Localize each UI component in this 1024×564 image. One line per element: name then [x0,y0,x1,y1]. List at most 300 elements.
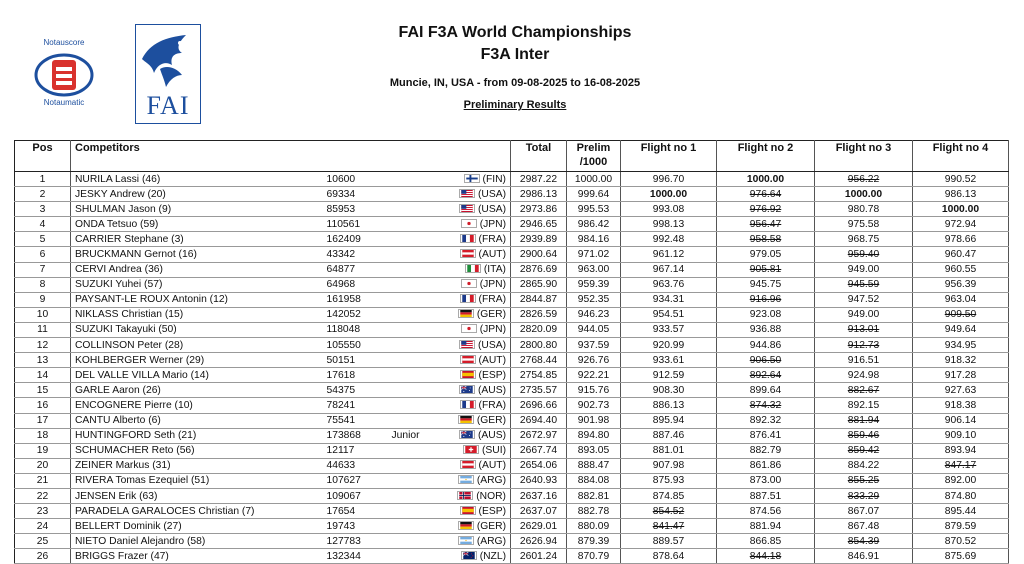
table-row [15,534,1009,549]
page-title: FAI F3A World Championships [398,24,632,41]
total-cell: 2768.44 [511,353,567,368]
flight-3-score: 859.42 [815,443,913,458]
flight-1-score: 961.12 [621,247,717,262]
prelim-cell: 901.98 [567,413,621,428]
flight-1-score: 881.01 [621,443,717,458]
flight-3-score: 846.91 [815,549,913,564]
flight-2-score: 976.92 [717,202,815,217]
table-row [15,292,1009,307]
total-cell: 2900.64 [511,247,567,262]
prelim-cell: 884.08 [567,473,621,488]
competitor-class [388,172,443,187]
pos-cell: 20 [15,458,71,473]
flight-2-score: 899.64 [717,383,815,398]
pos-cell: 14 [15,368,71,383]
flight-2-score: 874.56 [717,504,815,519]
flight-2-score: 882.79 [717,443,815,458]
col-total: Total [511,141,567,172]
competitor-name: KOHLBERGER Werner (29) [71,353,323,368]
flight-3-score: 945.59 [815,277,913,292]
country-code: (AUS) [477,384,506,396]
table-row [15,187,1009,202]
total-cell: 2629.01 [511,519,567,534]
flight-2-score: 892.32 [717,413,815,428]
total-cell: 2987.22 [511,172,567,187]
table-row [15,488,1009,503]
flight-2-score: 945.75 [717,277,815,292]
col-class-blank [388,141,443,172]
col-flight-3: Flight no 3 [815,141,913,172]
total-cell: 2844.87 [511,292,567,307]
competitor-class [388,307,443,322]
competitor-name: GARLE Aaron (26) [71,383,323,398]
competitor-class [388,277,443,292]
competitor-name: CERVI Andrea (36) [71,262,323,277]
total-cell: 2986.13 [511,187,567,202]
nzl-flag-icon [461,551,480,562]
jpn-flag-icon [461,219,480,230]
flight-3-score: 884.22 [815,458,913,473]
table-row [15,428,1009,443]
col-pos: Pos [15,141,71,172]
competitor-name: BRUCKMANN Gernot (16) [71,247,323,262]
prelim-cell: 937.59 [567,338,621,353]
competitor-id: 50151 [323,353,388,368]
flight-1-score: 998.13 [621,217,717,232]
total-cell: 2800.80 [511,338,567,353]
jpn-flag-icon [461,324,480,335]
prelim-cell: 959.39 [567,277,621,292]
competitor-name: BRIGGS Frazer (47) [71,549,323,564]
prelim-cell: 984.16 [567,232,621,247]
flight-4-score: 918.32 [913,353,1009,368]
table-row [15,549,1009,564]
competitor-id: 64968 [323,277,388,292]
competitor-id: 142052 [323,307,388,322]
competitor-class [388,247,443,262]
competitor-name: PAYSANT-LE ROUX Antonin (12) [71,292,323,307]
pos-cell: 6 [15,247,71,262]
flight-4-score: 906.14 [913,413,1009,428]
flight-1-score: 920.99 [621,338,717,353]
flight-2-score: 874.32 [717,398,815,413]
flight-4-score: 986.13 [913,187,1009,202]
ger-flag-icon [458,521,477,532]
competitor-id: 109067 [323,488,388,503]
competitor-name: CARRIER Stephane (3) [71,232,323,247]
flight-1-score: 1000.00 [621,187,717,202]
prelim-cell: 882.78 [567,504,621,519]
prelim-cell: 902.73 [567,398,621,413]
pos-cell: 7 [15,262,71,277]
table-row [15,519,1009,534]
pos-cell: 25 [15,534,71,549]
flight-1-score: 886.13 [621,398,717,413]
aut-flag-icon [460,355,479,366]
flight-4-score: 847.17 [913,458,1009,473]
table-row [15,504,1009,519]
flight-1-score: 889.57 [621,534,717,549]
total-cell: 2876.69 [511,262,567,277]
flight-3-score: 1000.00 [815,187,913,202]
flight-2-score: 887.51 [717,488,815,503]
table-row [15,307,1009,322]
competitor-id: 44633 [323,458,388,473]
pos-cell: 23 [15,504,71,519]
jpn-flag-icon [461,279,480,290]
prelim-cell: 870.79 [567,549,621,564]
total-cell: 2637.07 [511,504,567,519]
pos-cell: 3 [15,202,71,217]
prelim-cell: 944.05 [567,322,621,337]
competitor-class [388,534,443,549]
competitor-class [388,383,443,398]
competitor-id: 17654 [323,504,388,519]
flight-1-score: 933.57 [621,322,717,337]
total-cell: 2826.59 [511,307,567,322]
flight-4-score: 892.00 [913,473,1009,488]
pos-cell: 19 [15,443,71,458]
prelim-cell: 963.00 [567,262,621,277]
flight-1-score: 996.70 [621,172,717,187]
flight-2-score: 873.00 [717,473,815,488]
prelim-cell: 915.76 [567,383,621,398]
pos-cell: 9 [15,292,71,307]
flight-1-score: 954.51 [621,307,717,322]
flight-2-score: 976.64 [717,187,815,202]
flight-3-score: 867.07 [815,504,913,519]
notauscore-logo [30,38,98,110]
country-code: (ESP) [478,505,506,517]
aus-flag-icon [459,430,478,441]
flight-3-score: 881.94 [815,413,913,428]
flight-1-score: 895.94 [621,413,717,428]
prelim-cell: 926.76 [567,353,621,368]
prelim-cell: 880.09 [567,519,621,534]
competitor-name: DEL VALLE VILLA Mario (14) [71,368,323,383]
flight-4-score: 978.66 [913,232,1009,247]
competitor-class [388,488,443,503]
notauscore-logo-bottom-text: Notaumatic [43,98,85,107]
ita-flag-icon [465,264,484,275]
aut-flag-icon [460,249,479,260]
flight-3-score: 854.39 [815,534,913,549]
usa-flag-icon [459,340,478,351]
results-label: Preliminary Results [463,99,567,111]
competitor-id: 64877 [323,262,388,277]
usa-flag-icon [459,189,478,200]
country-code: (FRA) [478,294,506,306]
competitor-class [388,217,443,232]
country-code: (AUS) [477,430,506,442]
total-cell: 2696.66 [511,398,567,413]
flight-2-score: 906.50 [717,353,815,368]
page-subtitle: F3A Inter [480,46,550,63]
country-code: (FIN) [482,173,506,185]
competitor-id: 107627 [323,473,388,488]
flight-4-score: 934.95 [913,338,1009,353]
flight-1-score: 992.48 [621,232,717,247]
flight-3-score: 949.00 [815,262,913,277]
competitor-class [388,473,443,488]
arg-flag-icon [458,475,477,486]
country-code: (JPN) [479,324,506,336]
fin-flag-icon [464,174,483,185]
prelim-cell: 971.02 [567,247,621,262]
pos-cell: 21 [15,473,71,488]
flight-2-score: 979.05 [717,247,815,262]
ger-flag-icon [458,309,477,320]
col-flight-1: Flight no 1 [621,141,717,172]
fai-logo [135,24,201,124]
competitor-class [388,443,443,458]
flight-3-score: 924.98 [815,368,913,383]
flight-3-score: 980.78 [815,202,913,217]
pos-cell: 12 [15,338,71,353]
pos-cell: 4 [15,217,71,232]
pos-cell: 22 [15,488,71,503]
fai-logo-text: FAI [146,91,190,120]
flight-4-score: 918.38 [913,398,1009,413]
pos-cell: 1 [15,172,71,187]
flight-2-score: 905.81 [717,262,815,277]
prelim-cell: 986.42 [567,217,621,232]
flight-3-score: 968.75 [815,232,913,247]
flight-1-score: 875.93 [621,473,717,488]
flight-4-score: 990.52 [913,172,1009,187]
competitor-name: NURILA Lassi (46) [71,172,323,187]
total-cell: 2640.93 [511,473,567,488]
header-row [15,141,1009,172]
competitor-class [388,368,443,383]
competitor-id: 173868 [323,428,388,443]
flight-4-score: 927.63 [913,383,1009,398]
table-row [15,338,1009,353]
prelim-cell: 893.05 [567,443,621,458]
flight-2-score: 958.58 [717,232,815,247]
flight-4-score: 949.64 [913,322,1009,337]
country-code: (ESP) [478,369,506,381]
competitor-id: 69334 [323,187,388,202]
competitor-class [388,232,443,247]
col-country-blank [443,141,511,172]
flight-4-score: 1000.00 [913,202,1009,217]
table-row [15,413,1009,428]
competitor-id: 43342 [323,247,388,262]
flight-2-score: 923.08 [717,307,815,322]
table-row [15,172,1009,187]
col-prelim: Prelim /1000 [567,141,621,172]
total-cell: 2672.97 [511,428,567,443]
esp-flag-icon [460,370,479,381]
flight-4-score: 972.94 [913,217,1009,232]
flight-1-score: 993.08 [621,202,717,217]
col-flight-2: Flight no 2 [717,141,815,172]
flight-4-score: 895.44 [913,504,1009,519]
pos-cell: 13 [15,353,71,368]
flight-1-score: 933.61 [621,353,717,368]
usa-flag-icon [459,204,478,215]
flight-4-score: 875.69 [913,549,1009,564]
nor-flag-icon [457,491,476,502]
competitor-name: NIKLASS Christian (15) [71,307,323,322]
flight-3-score: 949.00 [815,307,913,322]
competitor-name: JENSEN Erik (63) [71,488,323,503]
flight-4-score: 909.50 [913,307,1009,322]
flight-4-score: 917.28 [913,368,1009,383]
flight-2-score: 881.94 [717,519,815,534]
results-table [14,140,1009,564]
competitor-name: CANTU Alberto (6) [71,413,323,428]
country-code: (USA) [477,188,506,200]
competitor-id: 75541 [323,413,388,428]
location-dates: Muncie, IN, USA - from 09-08-2025 to 16-08-2025 [389,77,641,89]
col-flight-4: Flight no 4 [913,141,1009,172]
flight-1-score: 887.46 [621,428,717,443]
total-cell: 2654.06 [511,458,567,473]
competitor-class [388,262,443,277]
flight-2-score: 936.88 [717,322,815,337]
country-code: (AUT) [478,460,506,472]
competitor-id: 19743 [323,519,388,534]
flight-3-score: 947.52 [815,292,913,307]
pos-cell: 18 [15,428,71,443]
prelim-cell: 922.21 [567,368,621,383]
flight-2-score: 892.64 [717,368,815,383]
flight-2-score: 866.85 [717,534,815,549]
competitor-class [388,549,443,564]
country-code: (USA) [477,339,506,351]
table-row [15,322,1009,337]
flight-3-score: 913.01 [815,322,913,337]
pos-cell: 10 [15,307,71,322]
competitor-name: NIETO Daniel Alejandro (58) [71,534,323,549]
competitor-name: HUNTINGFORD Seth (21) [71,428,323,443]
competitor-name: SHULMAN Jason (9) [71,202,323,217]
competitor-class [388,413,443,428]
flight-1-score: 908.30 [621,383,717,398]
competitor-id: 54375 [323,383,388,398]
country-code: (GER) [476,309,506,321]
col-competitors: Competitors [71,141,323,172]
flight-3-score: 892.15 [815,398,913,413]
flight-4-score: 870.52 [913,534,1009,549]
competitor-name: SUZUKI Takayuki (50) [71,322,323,337]
flight-3-score: 956.22 [815,172,913,187]
competitor-id: 162409 [323,232,388,247]
fra-flag-icon [460,294,479,305]
country-code: (ITA) [483,264,506,276]
competitor-name: PARADELA GARALOCES Christian (7) [71,504,323,519]
country-code: (ARG) [476,535,506,547]
country-code: (GER) [476,520,506,532]
results-body [15,172,1009,564]
fra-flag-icon [460,400,479,411]
prelim-cell: 952.35 [567,292,621,307]
total-cell: 2973.86 [511,202,567,217]
flight-4-score: 874.80 [913,488,1009,503]
country-code: (NOR) [476,490,506,502]
prelim-cell: 888.47 [567,458,621,473]
flight-1-score: 967.14 [621,262,717,277]
total-cell: 2694.40 [511,413,567,428]
competitor-class [388,398,443,413]
total-cell: 2754.85 [511,368,567,383]
country-code: (JPN) [479,218,506,230]
pos-cell: 24 [15,519,71,534]
country-code: (AUT) [478,354,506,366]
competitor-name: RIVERA Tomas Ezequiel (51) [71,473,323,488]
country-code: (SUI) [481,445,506,457]
fra-flag-icon [460,234,479,245]
table-row [15,458,1009,473]
competitor-id: 110561 [323,217,388,232]
country-code: (USA) [477,203,506,215]
competitor-id: 161958 [323,292,388,307]
flight-2-score: 944.86 [717,338,815,353]
competitor-class [388,353,443,368]
prelim-cell: 999.64 [567,187,621,202]
competitor-name: ENCOGNERE Pierre (10) [71,398,323,413]
competitor-id: 85953 [323,202,388,217]
competitor-class [388,322,443,337]
total-cell: 2820.09 [511,322,567,337]
flight-3-score: 916.51 [815,353,913,368]
pos-cell: 17 [15,413,71,428]
table-row [15,232,1009,247]
flight-3-score: 833.29 [815,488,913,503]
competitor-id: 17618 [323,368,388,383]
notauscore-logo-top-text: Notauscore [43,38,85,47]
competitor-name: SCHUMACHER Reto (56) [71,443,323,458]
esp-flag-icon [460,506,479,517]
competitor-name: COLLINSON Peter (28) [71,338,323,353]
total-cell: 2865.90 [511,277,567,292]
table-row [15,383,1009,398]
prelim-cell: 879.39 [567,534,621,549]
flight-4-score: 960.55 [913,262,1009,277]
flight-3-score: 859.46 [815,428,913,443]
total-cell: 2667.74 [511,443,567,458]
col-id-blank [323,141,388,172]
flight-2-score: 1000.00 [717,172,815,187]
aus-flag-icon [459,385,478,396]
competitor-name: ZEINER Markus (31) [71,458,323,473]
competitor-class [388,519,443,534]
competitor-id: 10600 [323,172,388,187]
arg-flag-icon [458,536,477,547]
competitor-class [388,458,443,473]
pos-cell: 5 [15,232,71,247]
competitor-class [388,504,443,519]
flight-3-score: 867.48 [815,519,913,534]
total-cell: 2626.94 [511,534,567,549]
flight-1-score: 841.47 [621,519,717,534]
ger-flag-icon [458,415,477,426]
prelim-cell: 995.53 [567,202,621,217]
flight-1-score: 874.85 [621,488,717,503]
table-row [15,217,1009,232]
sui-flag-icon [463,445,482,456]
total-cell: 2735.57 [511,383,567,398]
flight-3-score: 912.73 [815,338,913,353]
flight-1-score: 934.31 [621,292,717,307]
prelim-cell: 946.23 [567,307,621,322]
country-code: (GER) [476,415,506,427]
pos-cell: 2 [15,187,71,202]
competitor-class [388,292,443,307]
country-code: (FRA) [478,233,506,245]
